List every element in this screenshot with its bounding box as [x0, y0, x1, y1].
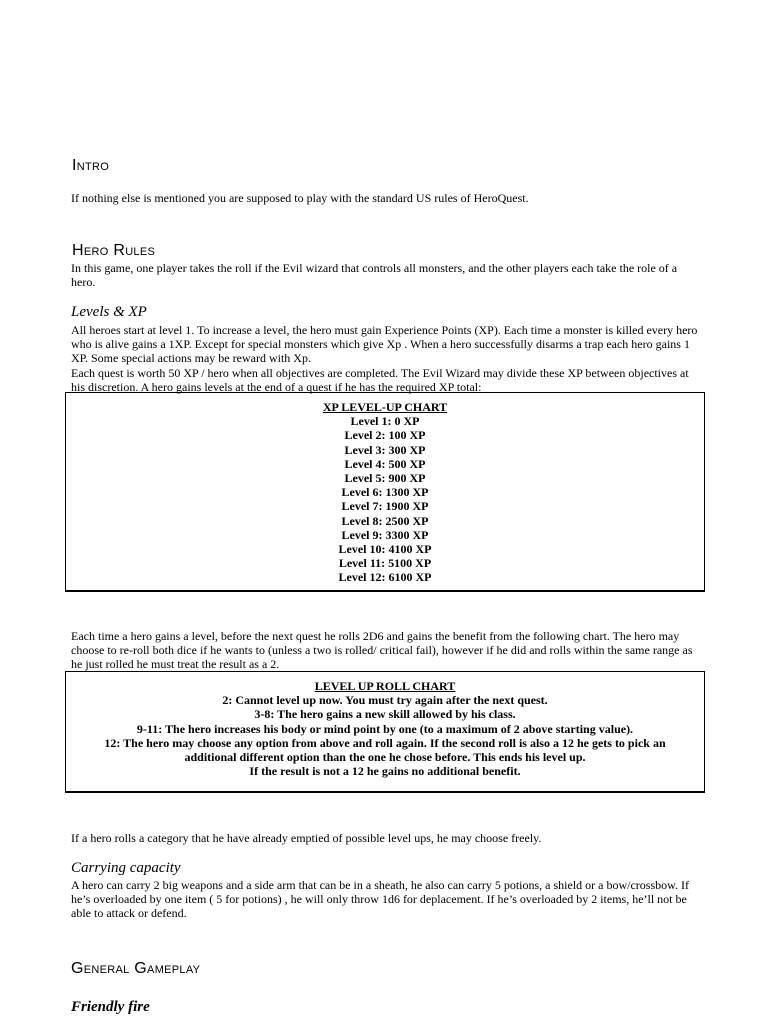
- xp-chart-row: Level 6: 1300 XP: [341, 485, 429, 500]
- text-line: All heroes start at level 1. To increase a level, the hero must gain Experience Points (XP). Each time a monster is killed every hero: [71, 323, 698, 337]
- levels-xp-heading: Levels & XP: [71, 304, 147, 320]
- text-line: Each quest is worth 50 XP / hero when all objectives are completed. The Evil Wizard may divide these XP between objectives at: [71, 365, 689, 380]
- carrying-capacity-heading: Carrying capacity: [71, 860, 181, 876]
- roll-chart-row: 2: Cannot level up now. You must try again after the next quest.: [222, 693, 548, 708]
- xp-chart-row: Level 12: 6100 XP: [338, 570, 432, 585]
- xp-chart-row: Level 2: 100 XP: [344, 428, 426, 443]
- xp-chart-row: Level 10: 4100 XP: [338, 542, 432, 557]
- xp-level-up-chart: [65, 392, 705, 592]
- level-up-roll-chart: [65, 671, 705, 793]
- levels-xp-text: [71, 323, 703, 394]
- xp-chart-row: Level 9: 3300 XP: [341, 527, 429, 542]
- xp-chart-row: Level 7: 1900 XP: [341, 499, 429, 514]
- level-roll-intro: [71, 629, 699, 672]
- hero-rules-text: [71, 261, 703, 289]
- hero-rules-heading: Hero Rules: [72, 242, 156, 259]
- xp-chart-row: Level 1: 0 XP: [350, 414, 420, 429]
- text-line: XP. Some special actions may be reward with Xp.: [71, 351, 311, 366]
- text-line: choose to re-roll both dice if he wants to (unless a two is rolled/ critical fail), however if he did and rolls within the same range as: [71, 643, 693, 658]
- friendly-fire-heading: Friendly fire: [71, 999, 150, 1015]
- category-note: If a hero rolls a category that he have already emptied of possible level ups, he may choose freely.: [71, 831, 542, 845]
- xp-chart-row: Level 5: 900 XP: [344, 471, 426, 486]
- xp-chart-row: Level 4: 500 XP: [344, 456, 426, 471]
- roll-chart-row: 12: The hero may choose any option from above and roll again. If the second roll is also a 12 he gets to pick an: [104, 735, 666, 750]
- text-line: who is alive gains a 1XP. Except for special monsters which give Xp . When a hero successfully disarms a trap each hero gains 1: [71, 337, 690, 352]
- text-line: he just rolled he must treat the result as a 2.: [71, 657, 280, 672]
- roll-chart-row: If the result is not a 12 he gains no additional benefit.: [249, 764, 521, 779]
- text-line: A hero can carry 2 big weapons and a side arm that can be in a sheath, he also can carry 5 potions, a shield or a bow/crossbow. If: [71, 878, 690, 892]
- text-line: his discretion. A hero gains levels at the end of a quest if he has the required XP total:: [71, 379, 482, 394]
- xp-chart-row: Level 8: 2500 XP: [341, 513, 429, 528]
- text-line: Each time a hero gains a level, before the next quest he rolls 2D6 and gains the benefit from the following chart. The hero may: [71, 629, 680, 643]
- xp-chart-row: Level 3: 300 XP: [344, 442, 426, 457]
- xp-chart-row: Level 11: 5100 XP: [338, 556, 432, 571]
- roll-chart-row: 9-11: The hero increases his body or mind point by one (to a maximum of 2 above starting value).: [136, 721, 634, 736]
- roll-chart-row: additional different option than the one he chose before. This ends his level up.: [184, 750, 586, 765]
- intro-heading: Intro: [72, 157, 110, 174]
- roll-chart-row: 3-8: The hero gains a new skill allowed by his class.: [254, 707, 516, 722]
- text-line: hero.: [71, 275, 96, 290]
- text-line: In this game, one player takes the roll if the Evil wizard that controls all monsters, and the other players each take the role of a: [71, 261, 678, 275]
- intro-text: If nothing else is mentioned you are supposed to play with the standard US rules of HeroQuest.: [71, 191, 529, 205]
- xp-chart-title: XP LEVEL-UP CHART: [322, 400, 448, 414]
- general-gameplay-heading: General Gameplay: [71, 960, 201, 977]
- text-line: able to attack or defend.: [71, 906, 187, 921]
- text-line: he’s overloaded by one item ( 5 for potions) , he will only throw 1d6 for deplacement. If he’s overloaded by 2 items, he’ll not be: [71, 892, 687, 907]
- roll-chart-title: LEVEL UP ROLL CHART: [314, 679, 456, 693]
- carrying-capacity-text: [71, 878, 699, 921]
